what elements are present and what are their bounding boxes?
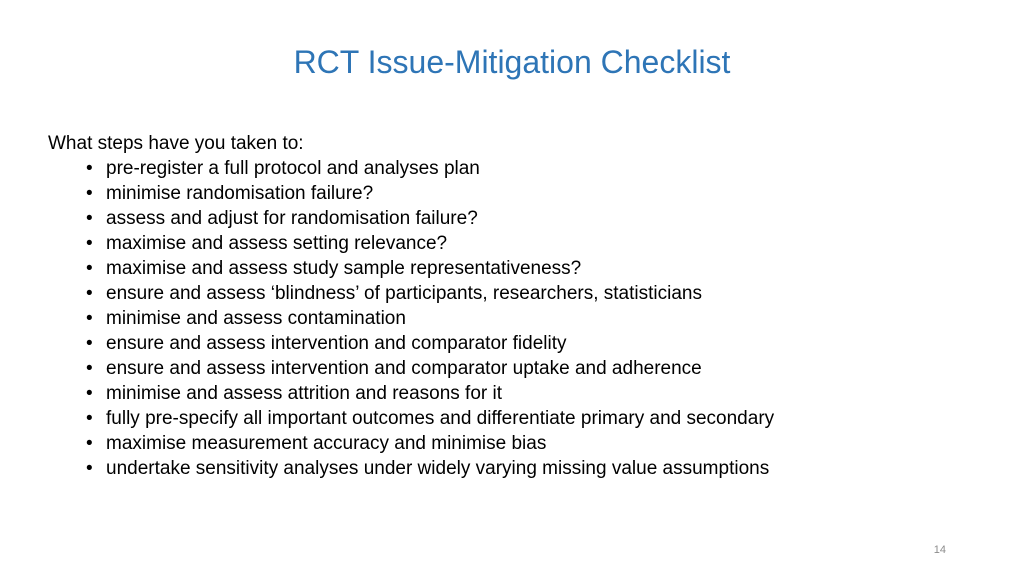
bullet-icon: • bbox=[86, 158, 93, 179]
checklist bbox=[48, 156, 1008, 481]
list-item-text: undertake sensitivity analyses under widely varying missing value assumptions bbox=[106, 458, 770, 479]
list-item-text: minimise and assess contamination bbox=[106, 308, 406, 329]
list-item bbox=[86, 156, 1008, 181]
list-item bbox=[86, 306, 1008, 331]
list-item bbox=[86, 231, 1008, 256]
bullet-icon: • bbox=[86, 258, 93, 279]
slide-title: RCT Issue-Mitigation Checklist bbox=[293, 44, 731, 80]
list-item bbox=[86, 406, 1008, 431]
list-item bbox=[86, 456, 1008, 481]
bullet-icon: • bbox=[86, 358, 93, 379]
slide-body bbox=[48, 131, 1008, 481]
list-item-text: assess and adjust for randomisation failure? bbox=[106, 208, 478, 229]
list-item-text: fully pre-specify all important outcomes and differentiate primary and secondary bbox=[106, 408, 775, 429]
list-item-text: minimise and assess attrition and reasons for it bbox=[106, 383, 503, 404]
list-item bbox=[86, 381, 1008, 406]
bullet-icon: • bbox=[86, 383, 93, 404]
bullet-icon: • bbox=[86, 458, 93, 479]
bullet-icon: • bbox=[86, 208, 93, 229]
list-item-text: maximise measurement accuracy and minimise bias bbox=[106, 433, 547, 454]
list-item bbox=[86, 206, 1008, 231]
list-item-text: maximise and assess setting relevance? bbox=[106, 233, 448, 254]
bullet-icon: • bbox=[86, 183, 93, 204]
list-item bbox=[86, 356, 1008, 381]
bullet-icon: • bbox=[86, 308, 93, 329]
bullet-icon: • bbox=[86, 233, 93, 254]
bullet-icon: • bbox=[86, 283, 93, 304]
page-number: 14 bbox=[933, 544, 946, 556]
list-item bbox=[86, 181, 1008, 206]
list-item-text: minimise randomisation failure? bbox=[106, 183, 374, 204]
list-item-text: maximise and assess study sample representativeness? bbox=[106, 258, 582, 279]
list-item-text: ensure and assess intervention and comparator fidelity bbox=[106, 333, 567, 354]
bullet-icon: • bbox=[86, 408, 93, 429]
intro-text: What steps have you taken to: bbox=[48, 133, 304, 154]
list-item-text: ensure and assess intervention and comparator uptake and adherence bbox=[106, 358, 702, 379]
list-item bbox=[86, 431, 1008, 456]
list-item bbox=[86, 256, 1008, 281]
bullet-icon: • bbox=[86, 333, 93, 354]
list-item bbox=[86, 281, 1008, 306]
list-item-text: ensure and assess ‘blindness’ of participants, researchers, statisticians bbox=[106, 283, 702, 304]
list-item bbox=[86, 331, 1008, 356]
list-item-text: pre-register a full protocol and analyses plan bbox=[106, 158, 480, 179]
bullet-icon: • bbox=[86, 433, 93, 454]
